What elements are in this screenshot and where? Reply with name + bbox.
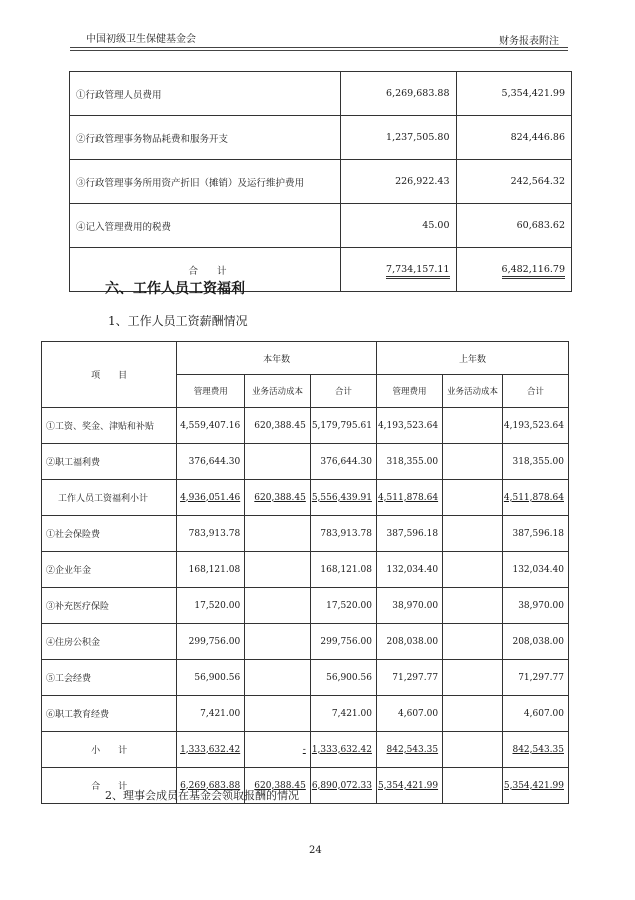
total-label: 合 计 — [70, 248, 341, 292]
cell-prior-admin — [376, 732, 442, 768]
current-value: 226,922.43 — [341, 160, 457, 204]
row-label: ③补充医疗保险 — [42, 588, 177, 624]
value: 17,520.00 — [194, 600, 241, 611]
header-rule-2 — [70, 50, 568, 51]
cell-current-admin — [177, 516, 245, 552]
row-label: 工作人员工资福利小计 — [42, 480, 177, 516]
cell-current-admin — [177, 480, 245, 516]
cell-prior-admin — [376, 660, 442, 696]
cell-current-admin — [177, 552, 245, 588]
value: 376,644.30 — [320, 456, 372, 467]
cell-current-business — [245, 408, 311, 444]
cell-prior-admin — [376, 768, 442, 804]
value: 168,121.08 — [320, 564, 372, 575]
row-label: ⑥职工教育经费 — [42, 696, 177, 732]
value: 620,388.45 — [254, 492, 306, 503]
col-header: 业务活动成本 — [443, 375, 503, 408]
page-number: 24 — [309, 845, 322, 856]
col-header: 合计 — [310, 375, 376, 408]
salary-table — [41, 341, 569, 804]
cell-current-admin — [177, 732, 245, 768]
row-label: 小 计 — [42, 732, 177, 768]
cell-prior-total — [502, 480, 568, 516]
table-row — [42, 696, 569, 732]
header-prior-year: 上年数 — [376, 342, 568, 375]
value: 318,355.00 — [512, 456, 564, 467]
prior-value: 5,354,421.99 — [456, 72, 572, 116]
value: 620,388.45 — [254, 780, 306, 791]
cell-prior-total — [502, 552, 568, 588]
header-current-year: 本年数 — [177, 342, 377, 375]
cell-current-total — [310, 624, 376, 660]
header-doc-title: 财务报表附注 — [499, 36, 559, 47]
cell-prior-business — [443, 696, 503, 732]
row-label: ③行政管理事务所用资产折旧（摊销）及运行维护费用 — [70, 160, 341, 204]
cell-prior-business — [443, 516, 503, 552]
value: 208,038.00 — [386, 636, 439, 647]
value: 38,970.00 — [518, 600, 564, 611]
cell-prior-total — [502, 660, 568, 696]
cell-current-business — [245, 732, 311, 768]
value: 4,511,878.64 — [503, 492, 564, 503]
total-prior-value: 6,482,116.79 — [502, 264, 565, 279]
value: 71,297.77 — [392, 672, 439, 683]
cell-prior-business — [443, 552, 503, 588]
value: 299,756.00 — [188, 636, 241, 647]
value: 387,596.18 — [386, 528, 439, 539]
row-label: ④住房公积金 — [42, 624, 177, 660]
cell-prior-admin — [376, 588, 442, 624]
value: 4,511,878.64 — [377, 492, 439, 503]
value: 5,354,421.99 — [377, 780, 439, 791]
row-label: 合 计 — [42, 768, 177, 804]
cell-current-total — [310, 732, 376, 768]
value: 132,034.40 — [386, 564, 439, 575]
cell-current-business — [245, 516, 311, 552]
total-current-value: 7,734,157.11 — [386, 264, 449, 279]
cell-prior-business — [443, 444, 503, 480]
value: 842,543.35 — [386, 744, 439, 755]
value: 1,333,632.42 — [180, 744, 241, 755]
row-label: ④记入管理费用的税费 — [70, 204, 341, 248]
col-header: 合计 — [502, 375, 568, 408]
cell-current-business — [245, 588, 311, 624]
value: 4,193,523.64 — [503, 420, 564, 431]
cell-prior-admin — [376, 552, 442, 588]
table-row — [42, 588, 569, 624]
value: 4,936,051.46 — [180, 492, 241, 503]
value: 208,038.00 — [512, 636, 564, 647]
cell-prior-business — [443, 588, 503, 624]
row-label: ①工资、奖金、津贴和补贴 — [42, 408, 177, 444]
cell-current-total — [310, 480, 376, 516]
table-row — [70, 116, 572, 160]
row-label: ⑤工会经费 — [42, 660, 177, 696]
header-org: 中国初级卫生保健基金会 — [86, 34, 196, 45]
cell-prior-business — [443, 768, 503, 804]
cell-prior-total — [502, 588, 568, 624]
prior-value: 824,446.86 — [456, 116, 572, 160]
table-row — [42, 444, 569, 480]
table-row — [42, 660, 569, 696]
cell-current-admin — [177, 660, 245, 696]
cell-current-admin — [177, 696, 245, 732]
table-row — [42, 732, 569, 768]
cell-prior-admin — [376, 480, 442, 516]
cell-prior-business — [443, 480, 503, 516]
subsection-board: 2、理事会成员在基金会领取报酬的情况 — [105, 789, 299, 802]
value: 783,913.78 — [188, 528, 241, 539]
table-row — [42, 516, 569, 552]
value: 6,269,683.88 — [180, 780, 241, 791]
value: 4,193,523.64 — [377, 420, 439, 431]
value: 4,607.00 — [398, 708, 439, 719]
cell-prior-admin — [376, 444, 442, 480]
cell-current-total — [310, 444, 376, 480]
table-row — [42, 408, 569, 444]
cell-current-total — [310, 696, 376, 732]
subsection-salary: 1、工作人员工资薪酬情况 — [108, 314, 248, 328]
table-row — [70, 160, 572, 204]
cell-current-admin — [177, 624, 245, 660]
current-value: 1,237,505.80 — [341, 116, 457, 160]
cell-current-total — [310, 408, 376, 444]
col-header: 管理费用 — [376, 375, 442, 408]
cell-prior-business — [443, 408, 503, 444]
table-row — [70, 72, 572, 116]
cell-prior-total — [502, 444, 568, 480]
value: - — [302, 744, 306, 755]
value: 842,543.35 — [512, 744, 564, 755]
cell-prior-total — [502, 696, 568, 732]
current-value: 45.00 — [341, 204, 457, 248]
cell-prior-business — [443, 660, 503, 696]
cell-current-admin — [177, 588, 245, 624]
cell-current-admin — [177, 444, 245, 480]
current-value: 6,269,683.88 — [341, 72, 457, 116]
cell-prior-admin — [376, 624, 442, 660]
cell-prior-total — [502, 408, 568, 444]
value: 7,421.00 — [331, 708, 372, 719]
col-header: 管理费用 — [177, 375, 245, 408]
section-title: 六、工作人员工资福利 — [105, 281, 245, 297]
value: 387,596.18 — [512, 528, 564, 539]
table-row — [42, 480, 569, 516]
value: 56,900.56 — [326, 672, 372, 683]
value: 38,970.00 — [392, 600, 439, 611]
total-prior — [456, 248, 572, 292]
table-row — [42, 624, 569, 660]
value: 1,333,632.42 — [311, 744, 372, 755]
row-label: ②企业年金 — [42, 552, 177, 588]
admin-expense-table — [69, 71, 572, 292]
cell-current-admin — [177, 408, 245, 444]
cell-current-total — [310, 768, 376, 804]
cell-current-business — [245, 552, 311, 588]
cell-current-total — [310, 516, 376, 552]
value: 56,900.56 — [194, 672, 241, 683]
cell-prior-total — [502, 516, 568, 552]
row-label: ②职工福利费 — [42, 444, 177, 480]
cell-current-business — [245, 444, 311, 480]
value: 132,034.40 — [512, 564, 564, 575]
value: 299,756.00 — [320, 636, 372, 647]
value: 318,355.00 — [386, 456, 439, 467]
total-current — [341, 248, 457, 292]
cell-prior-admin — [376, 408, 442, 444]
cell-current-total — [310, 552, 376, 588]
cell-current-total — [310, 660, 376, 696]
cell-prior-admin — [376, 696, 442, 732]
row-label: ①行政管理人员费用 — [70, 72, 341, 116]
col-header: 业务活动成本 — [245, 375, 311, 408]
value: 4,607.00 — [523, 708, 564, 719]
value: 17,520.00 — [326, 600, 372, 611]
cell-prior-business — [443, 624, 503, 660]
cell-current-business — [245, 660, 311, 696]
header-rule — [70, 47, 568, 48]
prior-value: 242,564.32 — [456, 160, 572, 204]
table-row — [70, 204, 572, 248]
value: 5,354,421.99 — [503, 780, 564, 791]
cell-current-business — [245, 480, 311, 516]
prior-value: 60,683.62 — [456, 204, 572, 248]
value: 5,179,795.61 — [311, 420, 372, 431]
value: 71,297.77 — [518, 672, 564, 683]
cell-prior-admin — [376, 516, 442, 552]
value: 168,121.08 — [188, 564, 241, 575]
row-label: ①社会保险费 — [42, 516, 177, 552]
value: 6,890,072.33 — [311, 780, 372, 791]
value: 4,559,407.16 — [180, 420, 241, 431]
table-row — [42, 552, 569, 588]
header-item: 项 目 — [42, 342, 177, 408]
cell-prior-total — [502, 732, 568, 768]
cell-current-total — [310, 588, 376, 624]
cell-prior-business — [443, 732, 503, 768]
value: 620,388.45 — [254, 420, 306, 431]
row-label: ②行政管理事务物品耗费和服务开支 — [70, 116, 341, 160]
value: 376,644.30 — [188, 456, 241, 467]
cell-prior-total — [502, 624, 568, 660]
cell-current-business — [245, 624, 311, 660]
value: 783,913.78 — [320, 528, 372, 539]
cell-prior-total — [502, 768, 568, 804]
value: 7,421.00 — [200, 708, 241, 719]
cell-current-business — [245, 696, 311, 732]
value: 5,556,439.91 — [311, 492, 372, 503]
